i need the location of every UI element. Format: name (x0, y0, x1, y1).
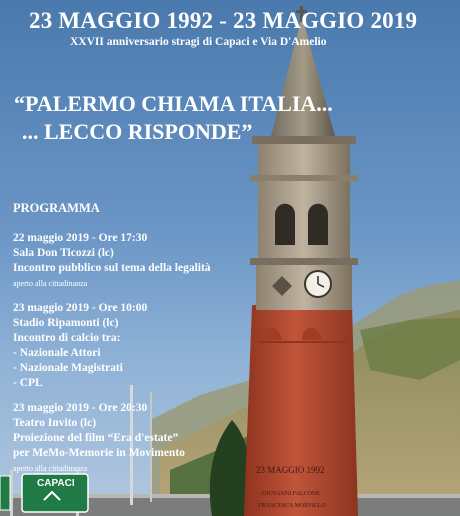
event-date: 22 maggio 2019 - Ore 17:30 (13, 232, 148, 244)
page-subtitle: XXVII anniversario stragi di Capaci e Via D'Amelio (70, 36, 327, 48)
event-line: Sala Don Ticozzi (lc) (13, 247, 114, 259)
program-heading: PROGRAMMA (13, 201, 100, 215)
plaque-date: 23 MAGGIO 1992 (256, 465, 325, 475)
event-line: Stadio Ripamonti (lc) (13, 317, 119, 329)
bell-arch-right (308, 204, 328, 245)
event-line: Proiezione del film “Era d'estate” (13, 432, 179, 444)
memorial-column (244, 305, 358, 516)
event-line: - Nazionale Attori (13, 347, 101, 359)
slogan-line-1: “PALERMO CHIAMA ITALIA... (14, 91, 333, 116)
event-line: - Nazionale Magistrati (13, 362, 123, 374)
event-line: - CPL (13, 377, 43, 389)
event-line: Incontro pubblico sul tema della legalità (13, 262, 211, 274)
tower-spire (270, 16, 336, 140)
event-line: Incontro di calcio tra: (13, 332, 121, 344)
event-1 (13, 231, 211, 291)
tower-belfry (258, 140, 350, 262)
page-title: 23 MAGGIO 1992 - 23 MAGGIO 2019 (29, 8, 418, 33)
plaque-name: FRANCESCA MORVILLO (258, 503, 326, 509)
road-sign-label: CAPACI (37, 478, 75, 489)
event-2 (13, 301, 147, 391)
tower-clock-stage (256, 265, 352, 310)
bell-arch-left (275, 204, 295, 245)
event-note: aperto alla cittadinanza (13, 279, 88, 288)
slogan-line-2: ... LECCO RISPONDE” (22, 119, 253, 144)
event-line: Teatro Invito (lc) (13, 417, 97, 429)
event-line: per MeMo-Memorie in Movimento (13, 447, 185, 459)
event-3 (13, 401, 185, 476)
event-note: aperto alla cittadinanza (13, 464, 88, 473)
event-date: 23 maggio 2019 - Ore 20:30 (13, 402, 148, 414)
plaque-name: GIOVANNI FALCONE (262, 491, 320, 497)
event-date: 23 maggio 2019 - Ore 10:00 (13, 302, 148, 314)
